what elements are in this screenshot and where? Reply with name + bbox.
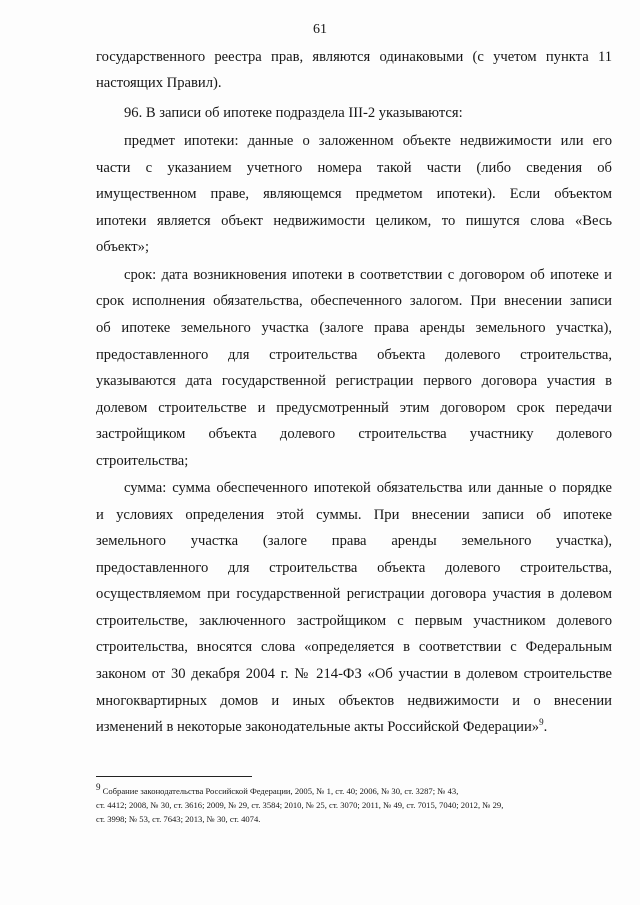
- body-line: и условиях определения этой суммы. При внесении записи об ипотеке: [96, 507, 612, 523]
- footnote-line: ст. 4412; 2008, № 30, ст. 3616; 2009, № 29, ст. 3584; 2010, № 25, ст. 3070; 2011, № 49, ст. 7015, 7040; 2012, № 29,: [96, 800, 504, 810]
- body-line: законом от 30 декабря 2004 г. № 214-ФЗ «Об участии в долевом строительстве: [96, 666, 612, 682]
- body-line: сумма: сумма обеспеченного ипотекой обязательства или данные о порядке: [124, 480, 612, 496]
- body-line: осуществляемом при государственной регистрации договора участия в долевом: [96, 586, 612, 602]
- body-line: строительства;: [96, 453, 189, 469]
- body-line: срок: дата возникновения ипотеки в соответствии с договором об ипотеке и: [124, 267, 612, 283]
- footnote-text: Собрание законодательства Российской Федерации, 2005, № 1, ст. 40; 2006, № 30, ст. 3287; № 43,: [102, 786, 459, 796]
- footnote-separator: [96, 776, 252, 777]
- body-line: застройщиком объекта долевого строительства участнику долевого: [96, 426, 612, 442]
- body-line: долевом строительстве и предусмотренный этим договором срок передачи: [96, 400, 612, 416]
- body-line: имущественном праве, являющемся предметом ипотеки). Если объектом: [96, 186, 612, 202]
- body-line: предоставленного для строительства объекта долевого строительства,: [96, 347, 612, 363]
- body-line-period: .: [543, 719, 548, 735]
- body-line: указываются дата государственной регистрации первого договора участия в: [96, 373, 612, 389]
- body-line: государственного реестра прав, являются одинаковыми (с учетом пункта 11: [96, 49, 612, 65]
- body-line: предоставленного для строительства объекта долевого строительства,: [96, 560, 612, 576]
- body-line: предмет ипотеки: данные о заложенном объекте недвижимости или его: [124, 133, 612, 149]
- body-line: строительстве, заключенного застройщиком с первым участником долевого: [96, 613, 612, 629]
- body-line-last: [96, 718, 612, 736]
- body-line: земельного участка (залоге права аренды земельного участка),: [96, 533, 612, 549]
- page-number: 61: [313, 22, 327, 37]
- body-line: настоящих Правил).: [96, 75, 222, 91]
- body-line: объект»;: [96, 239, 150, 255]
- footnote-reference[interactable]: 9: [539, 717, 544, 728]
- footnote-marker: 9: [96, 782, 101, 793]
- footnote-line: ст. 3998; № 53, ст. 7643; 2013, № 30, ст. 4074.: [96, 814, 261, 824]
- body-line: строительства, вносятся слова «определяется в соответствии с Федеральным: [96, 639, 612, 655]
- body-line: многоквартирных домов и иных объектов недвижимости и о внесении: [96, 693, 612, 709]
- body-line: об ипотеке земельного участка (залоге права аренды земельного участка),: [96, 320, 612, 336]
- body-line: части с указанием учетного номера такой части (либо сведения об: [96, 160, 612, 176]
- section-heading: 96. В записи об ипотеке подраздела III-2 указываются:: [124, 105, 463, 121]
- body-line-text: изменений в некоторые законодательные акты Российской Федерации»: [96, 719, 540, 735]
- body-line: срок исполнения обязательства, обеспеченного залогом. При внесении записи: [96, 293, 612, 309]
- footnote-line: [96, 782, 612, 797]
- body-line: ипотеки является объект недвижимости целиком, то пишутся слова «Весь: [96, 213, 612, 229]
